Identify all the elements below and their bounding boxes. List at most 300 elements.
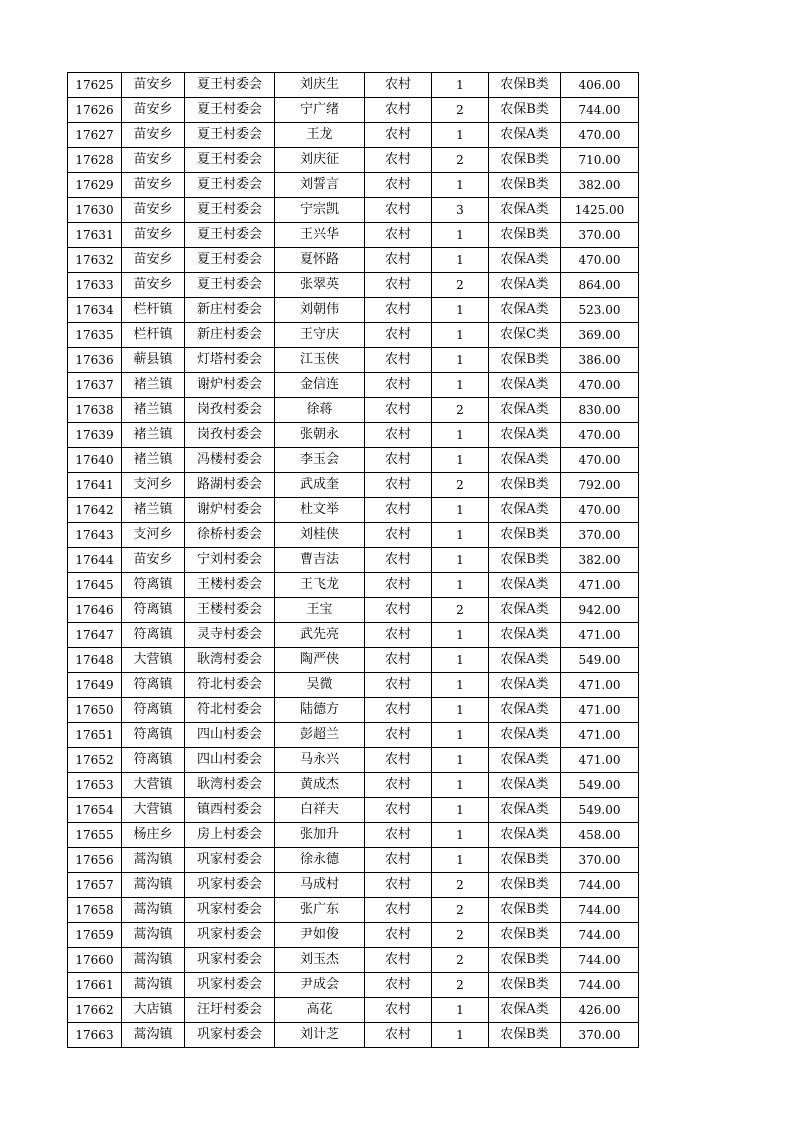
residence-type-cell: 农村 (365, 298, 432, 323)
village-cell: 镇西村委会 (185, 798, 275, 823)
record-id-cell: 17661 (68, 973, 122, 998)
amount-cell: 470.00 (561, 123, 639, 148)
table-row (68, 1023, 639, 1048)
record-id-cell: 17660 (68, 948, 122, 973)
person-name-cell: 刘朝伟 (275, 298, 365, 323)
table-row (68, 798, 639, 823)
household-count-cell: 1 (432, 523, 489, 548)
residence-type-cell: 农村 (365, 173, 432, 198)
village-cell: 巩家村委会 (185, 1023, 275, 1048)
household-count-cell: 2 (432, 873, 489, 898)
category-cell: 农保A类 (489, 998, 561, 1023)
person-name-cell: 尹成会 (275, 973, 365, 998)
record-id-cell: 17652 (68, 748, 122, 773)
residence-type-cell: 农村 (365, 698, 432, 723)
table-row (68, 373, 639, 398)
amount-cell: 549.00 (561, 798, 639, 823)
record-id-cell: 17633 (68, 273, 122, 298)
table-row (68, 673, 639, 698)
residence-type-cell: 农村 (365, 323, 432, 348)
table-row (68, 598, 639, 623)
village-cell: 王楼村委会 (185, 573, 275, 598)
amount-cell: 549.00 (561, 773, 639, 798)
village-cell: 符北村委会 (185, 673, 275, 698)
village-cell: 夏王村委会 (185, 123, 275, 148)
town-cell: 符离镇 (122, 723, 185, 748)
category-cell: 农保A类 (489, 423, 561, 448)
village-cell: 四山村委会 (185, 748, 275, 773)
table-row (68, 323, 639, 348)
residence-type-cell: 农村 (365, 648, 432, 673)
residence-type-cell: 农村 (365, 398, 432, 423)
household-count-cell: 1 (432, 123, 489, 148)
village-cell: 灯塔村委会 (185, 348, 275, 373)
person-name-cell: 陆德方 (275, 698, 365, 723)
village-cell: 巩家村委会 (185, 923, 275, 948)
household-count-cell: 2 (432, 398, 489, 423)
record-id-cell: 17631 (68, 223, 122, 248)
residence-type-cell: 农村 (365, 948, 432, 973)
amount-cell: 549.00 (561, 648, 639, 673)
amount-cell: 792.00 (561, 473, 639, 498)
record-id-cell: 17646 (68, 598, 122, 623)
category-cell: 农保A类 (489, 648, 561, 673)
amount-cell: 471.00 (561, 623, 639, 648)
town-cell: 杨庄乡 (122, 823, 185, 848)
town-cell: 符离镇 (122, 698, 185, 723)
village-cell: 夏王村委会 (185, 248, 275, 273)
residence-type-cell: 农村 (365, 848, 432, 873)
record-id-cell: 17647 (68, 623, 122, 648)
table-row (68, 723, 639, 748)
record-id-cell: 17650 (68, 698, 122, 723)
category-cell: 农保A类 (489, 273, 561, 298)
household-count-cell: 1 (432, 448, 489, 473)
village-cell: 夏王村委会 (185, 223, 275, 248)
category-cell: 农保A类 (489, 773, 561, 798)
household-count-cell: 1 (432, 373, 489, 398)
town-cell: 苗安乡 (122, 148, 185, 173)
record-id-cell: 17627 (68, 123, 122, 148)
table-row (68, 973, 639, 998)
town-cell: 苗安乡 (122, 98, 185, 123)
category-cell: 农保A类 (489, 398, 561, 423)
town-cell: 蒿沟镇 (122, 923, 185, 948)
person-name-cell: 张朝永 (275, 423, 365, 448)
household-count-cell: 2 (432, 948, 489, 973)
town-cell: 符离镇 (122, 673, 185, 698)
record-id-cell: 17659 (68, 923, 122, 948)
town-cell: 蒿沟镇 (122, 948, 185, 973)
category-cell: 农保A类 (489, 573, 561, 598)
town-cell: 栏杆镇 (122, 323, 185, 348)
town-cell: 苗安乡 (122, 173, 185, 198)
residence-type-cell: 农村 (365, 473, 432, 498)
amount-cell: 370.00 (561, 223, 639, 248)
household-count-cell: 2 (432, 598, 489, 623)
amount-cell: 744.00 (561, 873, 639, 898)
category-cell: 农保B类 (489, 223, 561, 248)
person-name-cell: 刘庆生 (275, 73, 365, 98)
amount-cell: 744.00 (561, 948, 639, 973)
amount-cell: 744.00 (561, 973, 639, 998)
residence-type-cell: 农村 (365, 373, 432, 398)
residence-type-cell: 农村 (365, 673, 432, 698)
table-row (68, 623, 639, 648)
category-cell: 农保A类 (489, 498, 561, 523)
person-name-cell: 夏怀路 (275, 248, 365, 273)
household-count-cell: 1 (432, 173, 489, 198)
record-id-cell: 17651 (68, 723, 122, 748)
person-name-cell: 张翠英 (275, 273, 365, 298)
town-cell: 大营镇 (122, 773, 185, 798)
person-name-cell: 黄成杰 (275, 773, 365, 798)
residence-type-cell: 农村 (365, 773, 432, 798)
town-cell: 蒿沟镇 (122, 848, 185, 873)
category-cell: 农保B类 (489, 548, 561, 573)
village-cell: 谢炉村委会 (185, 498, 275, 523)
table-row (68, 173, 639, 198)
amount-cell: 710.00 (561, 148, 639, 173)
town-cell: 褚兰镇 (122, 423, 185, 448)
residence-type-cell: 农村 (365, 798, 432, 823)
person-name-cell: 陶严侠 (275, 648, 365, 673)
amount-cell: 744.00 (561, 98, 639, 123)
household-count-cell: 1 (432, 223, 489, 248)
category-cell: 农保A类 (489, 373, 561, 398)
table-row (68, 823, 639, 848)
category-cell: 农保C类 (489, 323, 561, 348)
household-count-cell: 2 (432, 973, 489, 998)
residence-type-cell: 农村 (365, 273, 432, 298)
village-cell: 巩家村委会 (185, 848, 275, 873)
record-id-cell: 17644 (68, 548, 122, 573)
table-row (68, 273, 639, 298)
household-count-cell: 1 (432, 623, 489, 648)
category-cell: 农保A类 (489, 448, 561, 473)
residence-type-cell: 农村 (365, 998, 432, 1023)
amount-cell: 382.00 (561, 548, 639, 573)
amount-cell: 458.00 (561, 823, 639, 848)
record-id-cell: 17634 (68, 298, 122, 323)
residence-type-cell: 农村 (365, 748, 432, 773)
household-count-cell: 2 (432, 98, 489, 123)
household-count-cell: 1 (432, 423, 489, 448)
category-cell: 农保A类 (489, 698, 561, 723)
village-cell: 耿湾村委会 (185, 648, 275, 673)
table-row (68, 298, 639, 323)
town-cell: 褚兰镇 (122, 398, 185, 423)
record-id-cell: 17636 (68, 348, 122, 373)
record-id-cell: 17628 (68, 148, 122, 173)
person-name-cell: 彭超兰 (275, 723, 365, 748)
category-cell: 农保A类 (489, 623, 561, 648)
amount-cell: 369.00 (561, 323, 639, 348)
person-name-cell: 王守庆 (275, 323, 365, 348)
town-cell: 符离镇 (122, 623, 185, 648)
table-row (68, 448, 639, 473)
amount-cell: 370.00 (561, 848, 639, 873)
person-name-cell: 张广东 (275, 898, 365, 923)
amount-cell: 470.00 (561, 248, 639, 273)
town-cell: 符离镇 (122, 573, 185, 598)
table-row (68, 473, 639, 498)
town-cell: 褚兰镇 (122, 498, 185, 523)
village-cell: 巩家村委会 (185, 873, 275, 898)
record-id-cell: 17656 (68, 848, 122, 873)
table-body (68, 73, 639, 1048)
record-id-cell: 17641 (68, 473, 122, 498)
village-cell: 夏王村委会 (185, 98, 275, 123)
person-name-cell: 王飞龙 (275, 573, 365, 598)
village-cell: 夏王村委会 (185, 173, 275, 198)
amount-cell: 470.00 (561, 423, 639, 448)
person-name-cell: 高花 (275, 998, 365, 1023)
category-cell: 农保A类 (489, 198, 561, 223)
record-id-cell: 17649 (68, 673, 122, 698)
category-cell: 农保B类 (489, 348, 561, 373)
village-cell: 徐桥村委会 (185, 523, 275, 548)
record-id-cell: 17663 (68, 1023, 122, 1048)
category-cell: 农保A类 (489, 248, 561, 273)
person-name-cell: 杜文举 (275, 498, 365, 523)
person-name-cell: 金信连 (275, 373, 365, 398)
residence-type-cell: 农村 (365, 523, 432, 548)
table-row (68, 123, 639, 148)
town-cell: 符离镇 (122, 748, 185, 773)
category-cell: 农保B类 (489, 98, 561, 123)
amount-cell: 386.00 (561, 348, 639, 373)
town-cell: 栏杆镇 (122, 298, 185, 323)
record-id-cell: 17642 (68, 498, 122, 523)
table-row (68, 998, 639, 1023)
village-cell: 巩家村委会 (185, 898, 275, 923)
town-cell: 苗安乡 (122, 198, 185, 223)
category-cell: 农保B类 (489, 948, 561, 973)
category-cell: 农保A类 (489, 823, 561, 848)
residence-type-cell: 农村 (365, 623, 432, 648)
record-id-cell: 17629 (68, 173, 122, 198)
category-cell: 农保B类 (489, 898, 561, 923)
amount-cell: 370.00 (561, 523, 639, 548)
household-count-cell: 1 (432, 298, 489, 323)
household-count-cell: 1 (432, 773, 489, 798)
amount-cell: 942.00 (561, 598, 639, 623)
category-cell: 农保B类 (489, 173, 561, 198)
household-count-cell: 1 (432, 723, 489, 748)
person-name-cell: 白祥夫 (275, 798, 365, 823)
town-cell: 大营镇 (122, 798, 185, 823)
village-cell: 汪圩村委会 (185, 998, 275, 1023)
person-name-cell: 刘庆征 (275, 148, 365, 173)
residence-type-cell: 农村 (365, 498, 432, 523)
person-name-cell: 吴微 (275, 673, 365, 698)
residence-type-cell: 农村 (365, 723, 432, 748)
table-row (68, 348, 639, 373)
village-cell: 王楼村委会 (185, 598, 275, 623)
village-cell: 耿湾村委会 (185, 773, 275, 798)
record-id-cell: 17632 (68, 248, 122, 273)
household-count-cell: 1 (432, 73, 489, 98)
household-count-cell: 1 (432, 848, 489, 873)
town-cell: 苗安乡 (122, 123, 185, 148)
amount-cell: 1425.00 (561, 198, 639, 223)
table-row (68, 73, 639, 98)
record-id-cell: 17637 (68, 373, 122, 398)
category-cell: 农保B类 (489, 73, 561, 98)
town-cell: 符离镇 (122, 598, 185, 623)
amount-cell: 406.00 (561, 73, 639, 98)
person-name-cell: 马永兴 (275, 748, 365, 773)
town-cell: 支河乡 (122, 473, 185, 498)
person-name-cell: 刘玉杰 (275, 948, 365, 973)
amount-cell: 523.00 (561, 298, 639, 323)
town-cell: 苗安乡 (122, 248, 185, 273)
residence-type-cell: 农村 (365, 73, 432, 98)
village-cell: 巩家村委会 (185, 973, 275, 998)
amount-cell: 470.00 (561, 498, 639, 523)
record-id-cell: 17645 (68, 573, 122, 598)
table-row (68, 148, 639, 173)
household-count-cell: 1 (432, 573, 489, 598)
town-cell: 蒿沟镇 (122, 1023, 185, 1048)
record-id-cell: 17658 (68, 898, 122, 923)
town-cell: 大店镇 (122, 998, 185, 1023)
household-count-cell: 2 (432, 898, 489, 923)
residence-type-cell: 农村 (365, 348, 432, 373)
person-name-cell: 王兴华 (275, 223, 365, 248)
table-row (68, 498, 639, 523)
amount-cell: 370.00 (561, 1023, 639, 1048)
person-name-cell: 尹如俊 (275, 923, 365, 948)
household-count-cell: 1 (432, 823, 489, 848)
town-cell: 褚兰镇 (122, 448, 185, 473)
village-cell: 夏王村委会 (185, 198, 275, 223)
amount-cell: 471.00 (561, 573, 639, 598)
amount-cell: 426.00 (561, 998, 639, 1023)
town-cell: 苗安乡 (122, 548, 185, 573)
household-count-cell: 1 (432, 748, 489, 773)
village-cell: 房上村委会 (185, 823, 275, 848)
town-cell: 苗安乡 (122, 73, 185, 98)
town-cell: 蒿沟镇 (122, 873, 185, 898)
residence-type-cell: 农村 (365, 423, 432, 448)
record-id-cell: 17654 (68, 798, 122, 823)
village-cell: 新庄村委会 (185, 298, 275, 323)
category-cell: 农保B类 (489, 873, 561, 898)
household-count-cell: 2 (432, 473, 489, 498)
household-count-cell: 1 (432, 348, 489, 373)
town-cell: 蕲县镇 (122, 348, 185, 373)
table-row (68, 848, 639, 873)
category-cell: 农保B类 (489, 848, 561, 873)
table-row (68, 98, 639, 123)
household-count-cell: 1 (432, 798, 489, 823)
category-cell: 农保B类 (489, 973, 561, 998)
category-cell: 农保A类 (489, 598, 561, 623)
village-cell: 夏王村委会 (185, 273, 275, 298)
category-cell: 农保A类 (489, 748, 561, 773)
residence-type-cell: 农村 (365, 823, 432, 848)
household-count-cell: 2 (432, 923, 489, 948)
household-count-cell: 1 (432, 698, 489, 723)
person-name-cell: 曹吉法 (275, 548, 365, 573)
amount-cell: 744.00 (561, 898, 639, 923)
category-cell: 农保A类 (489, 673, 561, 698)
town-cell: 褚兰镇 (122, 373, 185, 398)
record-id-cell: 17625 (68, 73, 122, 98)
table-row (68, 698, 639, 723)
person-name-cell: 张加升 (275, 823, 365, 848)
person-name-cell: 江玉侠 (275, 348, 365, 373)
table-row (68, 948, 639, 973)
household-count-cell: 1 (432, 323, 489, 348)
amount-cell: 471.00 (561, 698, 639, 723)
table-row (68, 898, 639, 923)
household-count-cell: 1 (432, 648, 489, 673)
village-cell: 岗孜村委会 (185, 398, 275, 423)
town-cell: 蒿沟镇 (122, 973, 185, 998)
category-cell: 农保A类 (489, 798, 561, 823)
record-id-cell: 17653 (68, 773, 122, 798)
record-id-cell: 17640 (68, 448, 122, 473)
household-count-cell: 2 (432, 273, 489, 298)
residence-type-cell: 农村 (365, 148, 432, 173)
table-row (68, 423, 639, 448)
amount-cell: 471.00 (561, 723, 639, 748)
village-cell: 路湖村委会 (185, 473, 275, 498)
record-id-cell: 17648 (68, 648, 122, 673)
household-count-cell: 1 (432, 998, 489, 1023)
table-row (68, 748, 639, 773)
table-row (68, 523, 639, 548)
village-cell: 符北村委会 (185, 698, 275, 723)
table-row (68, 398, 639, 423)
household-count-cell: 1 (432, 673, 489, 698)
subsidy-table (67, 72, 639, 1048)
village-cell: 冯楼村委会 (185, 448, 275, 473)
village-cell: 巩家村委会 (185, 948, 275, 973)
amount-cell: 864.00 (561, 273, 639, 298)
town-cell: 大营镇 (122, 648, 185, 673)
record-id-cell: 17635 (68, 323, 122, 348)
table-row (68, 198, 639, 223)
residence-type-cell: 农村 (365, 1023, 432, 1048)
residence-type-cell: 农村 (365, 123, 432, 148)
category-cell: 农保B类 (489, 473, 561, 498)
table-row (68, 248, 639, 273)
village-cell: 灵寺村委会 (185, 623, 275, 648)
category-cell: 农保B类 (489, 148, 561, 173)
person-name-cell: 李玉会 (275, 448, 365, 473)
residence-type-cell: 农村 (365, 898, 432, 923)
person-name-cell: 刘誓言 (275, 173, 365, 198)
village-cell: 夏王村委会 (185, 148, 275, 173)
category-cell: 农保B类 (489, 923, 561, 948)
table-row (68, 223, 639, 248)
person-name-cell: 王宝 (275, 598, 365, 623)
category-cell: 农保B类 (489, 523, 561, 548)
person-name-cell: 宁宗凯 (275, 198, 365, 223)
table-row (68, 648, 639, 673)
residence-type-cell: 农村 (365, 573, 432, 598)
record-id-cell: 17662 (68, 998, 122, 1023)
category-cell: 农保A类 (489, 298, 561, 323)
table-row (68, 573, 639, 598)
table-row (68, 923, 639, 948)
record-id-cell: 17626 (68, 98, 122, 123)
table-row (68, 873, 639, 898)
